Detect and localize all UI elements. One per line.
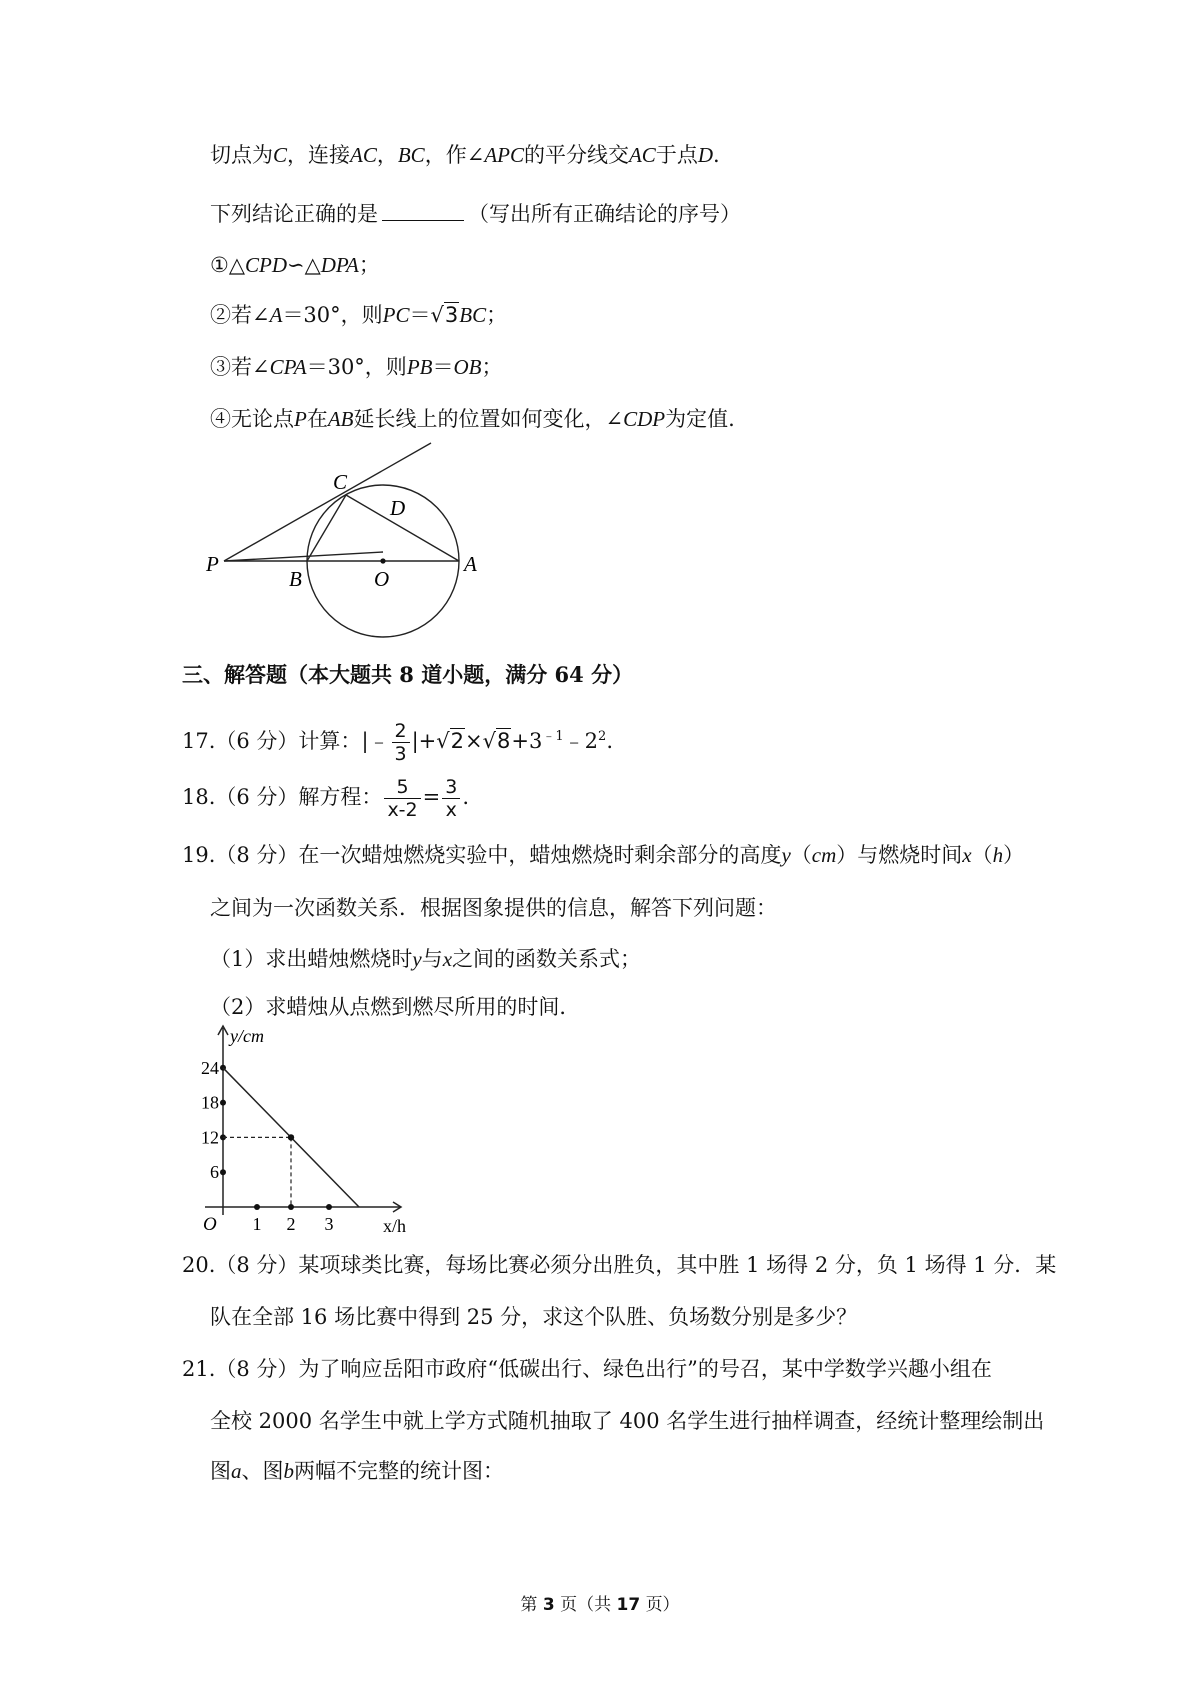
var: b: [283, 1459, 294, 1483]
label-B: B: [289, 567, 302, 591]
text: ；: [358, 253, 380, 277]
text: |+: [411, 729, 437, 753]
text: .: [606, 729, 614, 753]
text: ④无论点: [210, 407, 294, 431]
x-tick-label: 3: [324, 1214, 334, 1234]
text: 第: [520, 1595, 538, 1615]
text: 页）: [645, 1595, 680, 1615]
text: 、图: [241, 1459, 284, 1483]
y-tick-dot: [220, 1100, 226, 1106]
var: P: [294, 407, 307, 431]
var: AB: [327, 407, 354, 431]
x-axis-label: x/h: [383, 1216, 407, 1236]
x-tick-label: 2: [286, 1214, 296, 1234]
text: 为定值.: [665, 407, 735, 431]
var-C: C: [273, 143, 288, 167]
circle-tangent-figure: [200, 435, 500, 655]
var: CDP: [623, 407, 666, 431]
text: ，: [376, 143, 398, 167]
var: y: [781, 843, 791, 867]
x-tick-label: 1: [252, 1214, 262, 1234]
var: y: [412, 947, 422, 971]
center-dot-O: [380, 558, 385, 563]
origin-label: O: [203, 1214, 217, 1235]
text: ﹣2: [563, 729, 599, 753]
exponent: 2: [598, 729, 607, 744]
fraction: [392, 720, 410, 765]
y-tick-dot: [220, 1169, 226, 1175]
text: ＝30°，则: [306, 355, 407, 379]
var: a: [231, 1459, 242, 1483]
q21-line1: 21.（8 分）为了响应岳阳市政府“低碳出行、绿色出行”的号召，某中学数学兴趣小组在: [182, 1357, 992, 1381]
q20-line1: 20.（8 分）某项球类比赛，每场比赛必须分出胜负，其中胜 1 场得 2 分，负 1 场得 1 分．某: [182, 1253, 1057, 1277]
text: 在: [306, 407, 328, 431]
q16-choice-2: [210, 300, 507, 330]
var: CPA: [269, 355, 307, 379]
text: ＝: [409, 303, 431, 327]
var: BC: [459, 303, 487, 327]
radicand: 2: [450, 729, 465, 753]
text: ，连接: [287, 143, 351, 167]
text: ×: [465, 729, 483, 753]
text: ）: [1003, 843, 1025, 867]
text: ∽△: [286, 253, 321, 277]
var: x: [962, 843, 972, 867]
radicand: 8: [497, 729, 511, 753]
q16-line2: [210, 198, 741, 229]
q16-line1: [210, 140, 720, 170]
text: ＝30°，则: [282, 303, 383, 327]
var: h: [992, 843, 1004, 867]
radicand: 3: [444, 303, 459, 327]
text: +3: [511, 729, 543, 753]
var: cm: [811, 843, 837, 867]
var-APC: APC: [484, 143, 524, 167]
var: OB: [453, 355, 482, 379]
segment-BC: [307, 495, 346, 561]
var: A: [269, 303, 283, 327]
var-BC: BC: [397, 143, 425, 167]
denominator: x: [445, 799, 457, 821]
page-footer: [0, 1590, 1200, 1615]
numerator: 5: [384, 776, 420, 799]
q19-sub2: （2）求蜡烛从点燃到燃尽所用的时间．: [210, 995, 581, 1019]
var-D: D: [697, 143, 713, 167]
var: PB: [406, 355, 433, 379]
q16-choice-4: [210, 404, 735, 434]
text: （: [790, 843, 812, 867]
sqrt-symbol: √8: [482, 729, 511, 753]
y-tick-label: 12: [201, 1127, 219, 1148]
var: PC: [382, 303, 410, 327]
y-tick-label: 6: [210, 1162, 219, 1183]
x-tick-dot: [254, 1204, 260, 1210]
q19-line1: [182, 840, 1024, 870]
text: =: [422, 785, 441, 809]
total-pages: 17: [616, 1595, 641, 1615]
q19-sub1: [210, 944, 641, 974]
q16-choice-1: [210, 250, 380, 280]
text: .: [462, 785, 470, 809]
q20-line2: 队在全部 16 场比赛中得到 25 分，求这个队胜、负场数分别是多少？: [210, 1305, 858, 1329]
text: 两幅不完整的统计图：: [294, 1459, 504, 1483]
label-C: C: [333, 470, 348, 494]
sqrt-symbol: √2: [436, 729, 465, 753]
text: 图: [210, 1459, 231, 1483]
text: 页（共: [560, 1595, 612, 1615]
text: （写出所有正确结论的序号）: [468, 202, 741, 226]
text: 之间的函数关系式；: [452, 947, 642, 971]
question-number: 18.（6 分）解方程：: [182, 785, 383, 809]
candle-height-chart: [201, 1020, 455, 1240]
text: 于点: [655, 143, 698, 167]
text: ③若∠: [210, 355, 270, 379]
q17: [182, 712, 614, 765]
denominator: x-2: [387, 799, 418, 821]
var: x: [442, 947, 453, 971]
text: ＝: [432, 355, 454, 379]
exponent: ﹣1: [542, 729, 564, 744]
data-point: [288, 1134, 294, 1140]
text: （: [971, 843, 993, 867]
label-P: P: [206, 552, 219, 576]
text: ，作∠: [424, 143, 485, 167]
var: DPA: [320, 253, 359, 277]
var-AC: AC: [350, 143, 377, 167]
text: |﹣: [361, 729, 390, 753]
q18: [182, 770, 469, 824]
question-number: 17.（6 分）计算：: [182, 729, 362, 753]
text: ①△: [210, 253, 245, 277]
y-tick-label: 24: [201, 1057, 219, 1078]
text: 下列结论正确的是: [210, 202, 378, 226]
q19-line2: 之间为一次函数关系．根据图象提供的信息，解答下列问题：: [210, 896, 777, 920]
label-A: A: [464, 552, 477, 576]
fraction-left: [384, 776, 420, 821]
section-title: 三、解答题（本大题共 8 道小题，满分 64 分）: [182, 662, 634, 687]
text: ；: [481, 355, 503, 379]
x-tick-dot: [326, 1204, 332, 1210]
text: 的平分线交: [523, 143, 629, 167]
text: 切点为: [210, 143, 273, 167]
text: 延长线上的位置如何变化，∠: [353, 407, 624, 431]
text: ②若∠: [210, 303, 270, 327]
var-AC: AC: [628, 143, 656, 167]
text: .: [713, 143, 720, 167]
page-number: 3: [542, 1595, 555, 1615]
q21-line2: 全校 2000 名学生中就上学方式随机抽取了 400 名学生进行抽样调查，经统计整理绘制出: [210, 1409, 1045, 1433]
q16-choice-3: [210, 352, 502, 382]
text: ；: [486, 303, 508, 327]
answer-blank[interactable]: [382, 198, 464, 221]
q21-line3: [210, 1456, 504, 1486]
text: （1）求出蜡烛燃烧时: [210, 947, 413, 971]
sqrt-symbol: √3: [430, 303, 459, 327]
numerator: 3: [442, 776, 460, 799]
denominator: 3: [394, 743, 407, 765]
y-axis-label: y/cm: [230, 1026, 264, 1046]
fraction-right: [442, 776, 460, 821]
var: CPD: [244, 253, 287, 277]
y-tick-label: 18: [201, 1092, 219, 1113]
bisector-PD: [224, 552, 383, 561]
text: ）与燃烧时间: [836, 843, 963, 867]
text: 19.（8 分）在一次蜡烛燃烧实验中，蜡烛燃烧时剩余部分的高度: [182, 843, 782, 867]
text: 与: [421, 947, 443, 971]
label-O: O: [374, 567, 390, 591]
numerator: 2: [392, 720, 410, 743]
label-D: D: [390, 496, 406, 520]
